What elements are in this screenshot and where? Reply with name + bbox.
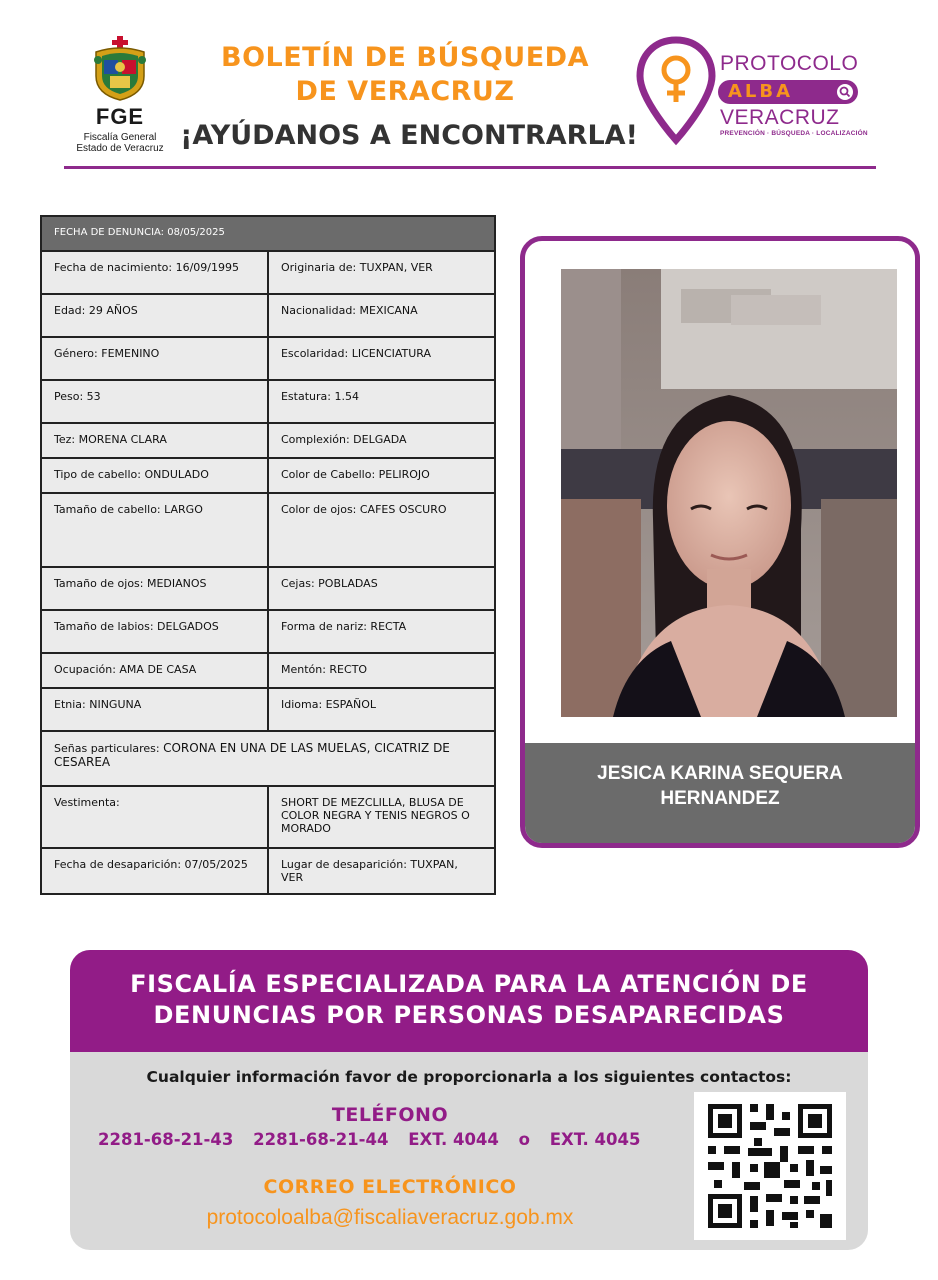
prosecutor-office-line2: DENUNCIAS POR PERSONAS DESAPARECIDAS: [153, 1001, 785, 1029]
fge-line2: Estado de Veracruz: [76, 143, 164, 154]
person-photo: [561, 269, 897, 717]
disappearance-place: Lugar de desaparición: TUXPAN, VER: [268, 848, 495, 894]
search-icon: [836, 83, 854, 101]
fge-acronym: FGE: [95, 104, 145, 129]
eyebrows: Cejas: POBLADAS: [268, 567, 495, 610]
report-date: FECHA DE DENUNCIA: 08/05/2025: [41, 216, 495, 251]
gender: Género: FEMENINO: [41, 337, 268, 380]
prosecutor-office-banner: [70, 950, 868, 1052]
phone-number-2[interactable]: 2281-68-21-44: [253, 1130, 389, 1149]
eye-size: Tamaño de ojos: MEDIANOS: [41, 567, 268, 610]
help-find-heading: ¡AYÚDANOS A ENCONTRARLA!: [180, 120, 638, 151]
alba-protocolo-text: PROTOCOLO: [720, 52, 859, 75]
skin-tone: Tez: MORENA CLARA: [41, 423, 268, 458]
extension-2: EXT. 4045: [549, 1130, 641, 1149]
nose-shape: Forma de nariz: RECTA: [268, 610, 495, 653]
person-name-band: [525, 743, 915, 843]
location-pin-female-icon: [636, 36, 716, 146]
hair-color: Color de Cabello: PELIROJO: [268, 458, 495, 493]
hair-length: Tamaño de cabello: LARGO: [41, 493, 268, 567]
header-divider: [64, 166, 876, 169]
clothing-value: SHORT DE MEZCLILLA, BLUSA DE COLOR NEGRA Y TENIS NEGROS O MORADO: [268, 786, 495, 848]
bulletin-title-line2: DE VERACRUZ: [295, 76, 515, 107]
chin: Mentón: RECTO: [268, 653, 495, 688]
phone-separator: o: [518, 1130, 530, 1149]
ethnicity: Etnia: NINGUNA: [41, 688, 268, 731]
distinguishing-marks-label: Señas particulares:: [54, 742, 160, 755]
age: Edad: 29 AÑOS: [41, 294, 268, 337]
fge-line1: Fiscalía General: [83, 132, 157, 143]
nationality: Nacionalidad: MEXICANA: [268, 294, 495, 337]
person-name-line1: JESICA KARINA SEQUERA: [597, 763, 843, 784]
birth-date: Fecha de nacimiento: 16/09/1995: [41, 251, 268, 294]
phone-numbers: [98, 1130, 688, 1149]
prosecutor-office-line1: FISCALÍA ESPECIALIZADA PARA LA ATENCIÓN DE: [130, 970, 808, 998]
education: Escolaridad: LICENCIATURA: [268, 337, 495, 380]
person-photo-card: [520, 236, 920, 848]
bulletin-title-line1: BOLETÍN DE BÚSQUEDA: [221, 42, 589, 73]
hair-type: Tipo de cabello: ONDULADO: [41, 458, 268, 493]
origin: Originaria de: TUXPAN, VER: [268, 251, 495, 294]
distinguishing-marks: [41, 731, 495, 786]
extension-1: EXT. 4044: [408, 1130, 499, 1149]
person-name-line2: HERNANDEZ: [660, 788, 780, 809]
lip-size: Tamaño de labios: DELGADOS: [41, 610, 268, 653]
alba-veracruz-text: VERACRUZ: [720, 106, 840, 129]
phone-title: TELÉFONO: [331, 1104, 449, 1126]
protocolo-alba-logo: [636, 36, 868, 146]
coat-of-arms-icon: [90, 36, 150, 102]
alba-tagline: PREVENCIÓN · BÚSQUEDA · LOCALIZACIÓN: [720, 130, 868, 137]
contact-footer: [70, 950, 868, 1250]
height: Estatura: 1.54: [268, 380, 495, 423]
phone-number-1[interactable]: 2281-68-21-43: [98, 1130, 234, 1149]
alba-pill: [718, 80, 858, 104]
occupation: Ocupación: AMA DE CASA: [41, 653, 268, 688]
weight: Peso: 53: [41, 380, 268, 423]
fge-logo: [72, 30, 168, 156]
contact-intro: Cualquier información favor de proporcionarla a los siguientes contactos:: [146, 1068, 792, 1086]
clothing-label: Vestimenta:: [41, 786, 268, 848]
disappearance-date: Fecha de desaparición: 07/05/2025: [41, 848, 268, 894]
alba-pill-text: ALBA: [728, 81, 794, 102]
eye-color: Color de ojos: CAFES OSCURO: [268, 493, 495, 567]
build: Complexión: DELGADA: [268, 423, 495, 458]
distinguishing-marks-value: CORONA EN UNA DE LAS MUELAS, CICATRIZ DE CESAREA: [54, 741, 450, 769]
email-title: CORREO ELECTRÓNICO: [263, 1176, 517, 1198]
qr-code-icon[interactable]: [694, 1092, 846, 1240]
language: Idioma: ESPAÑOL: [268, 688, 495, 731]
email-address[interactable]: protocoloalba@fiscaliaveracruz.gob.mx: [206, 1206, 574, 1229]
missing-person-info-table: [40, 215, 496, 895]
